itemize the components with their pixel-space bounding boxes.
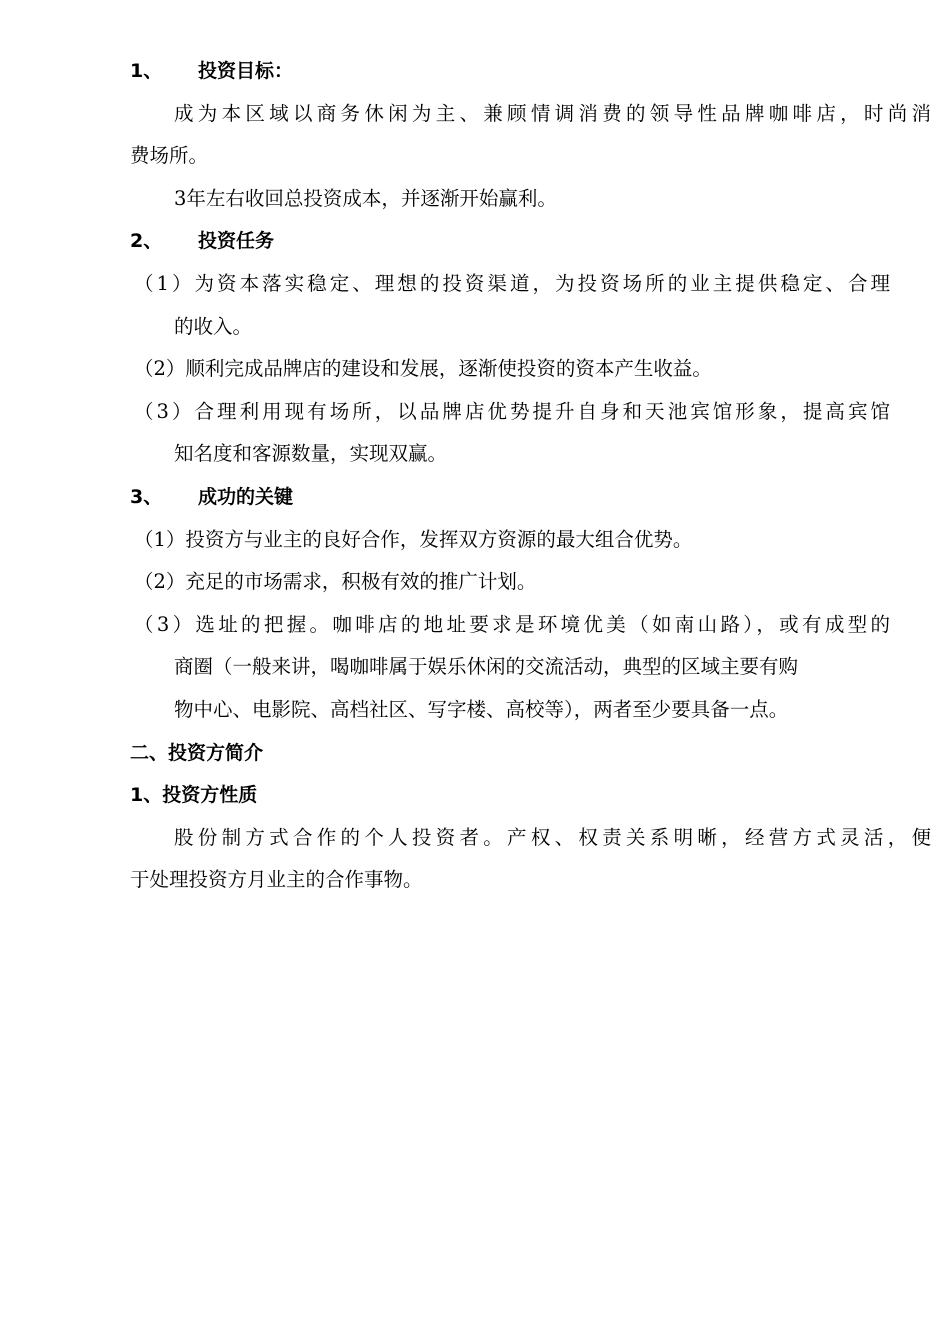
paragraph-line: 于处理投资方月业主的合作事物。 bbox=[130, 868, 423, 892]
chapter-heading-investor: 二、投资方简介 bbox=[130, 741, 264, 764]
list-item: （2）充足的市场需求，积极有效的推广计划。 bbox=[134, 570, 537, 594]
paragraph-line: 股份制方式合作的个人投资者。产权、权责关系明晰，经营方式灵活，便 bbox=[174, 825, 931, 849]
list-item-continuation: 的收入。 bbox=[174, 314, 253, 338]
list-item-continuation: 物中心、电影院、高档社区、写字楼、高校等），两者至少要具备一点。 bbox=[174, 697, 789, 721]
list-item-continuation: 知名度和客源数量，实现双赢。 bbox=[174, 442, 448, 466]
section-number: 3、 bbox=[130, 485, 163, 508]
section-title: 成功的关键 bbox=[198, 485, 294, 508]
subsection-heading-investor-nature: 1、投资方性质 bbox=[130, 784, 258, 807]
paragraph-line: 费场所。 bbox=[130, 144, 209, 168]
list-item: （2）顺利完成品牌店的建设和发展，逐渐使投资的资本产生收益。 bbox=[134, 357, 712, 381]
list-item: （3）合理利用现有场所，以品牌店优势提升自身和天池宾馆形象，提高宾馆 bbox=[134, 399, 890, 423]
section-heading-key bbox=[130, 476, 890, 519]
section-title: 投资目标： bbox=[198, 60, 294, 82]
section-number: 2、 bbox=[130, 230, 163, 253]
paragraph: 3年左右收回总投资成本，并逐渐开始赢利。 bbox=[174, 186, 557, 210]
section-number: 1、 bbox=[130, 60, 163, 82]
section-title: 投资任务 bbox=[198, 230, 275, 253]
section-heading-task bbox=[130, 220, 890, 263]
list-item: （1）投资方与业主的良好合作，发挥双方资源的最大组合优势。 bbox=[134, 527, 693, 551]
list-item: （3）选址的把握。咖啡店的地址要求是环境优美（如南山路），或有成型的 bbox=[134, 612, 890, 636]
document-page bbox=[130, 50, 931, 902]
list-item: （1）为资本落实稳定、理想的投资渠道，为投资场所的业主提供稳定、合理 bbox=[134, 271, 890, 295]
list-item-continuation: 商圈（一般来讲，喝咖啡属于娱乐休闲的交流活动，典型的区域主要有购 bbox=[174, 655, 799, 679]
paragraph-line: 成为本区域以商务休闲为主、兼顾情调消费的领导性品牌咖啡店，时尚消 bbox=[174, 101, 931, 125]
section-heading-goal bbox=[130, 50, 890, 93]
